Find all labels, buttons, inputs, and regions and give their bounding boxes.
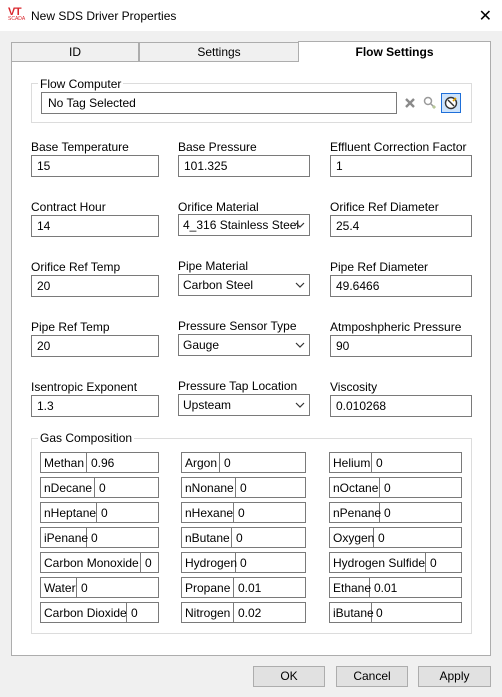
gas-composition-label: Gas Composition [40, 431, 133, 445]
base-temperature-label: Base Temperature [31, 140, 129, 154]
gas-ipenane-value[interactable]: 0 [91, 531, 98, 545]
gas-ndecane-cell [40, 477, 159, 498]
gas-oxygen-value[interactable]: 0 [378, 531, 385, 545]
base-temperature-field[interactable]: 15 [31, 155, 159, 177]
orifice-material-label: Orifice Material [178, 200, 259, 214]
orifice-material-select[interactable] [178, 214, 310, 236]
tab-flow-settings[interactable]: Flow Settings [298, 41, 491, 62]
gas-carbon-dioxide-label: Carbon Dioxide [41, 603, 127, 622]
tab-id[interactable]: ID [11, 42, 139, 62]
gas-helium-label: Helium [330, 453, 372, 472]
ok-button[interactable]: OK [253, 666, 325, 687]
pipe-material-label: Pipe Material [178, 259, 249, 273]
gas-hydrogen-sulfide-label: Hydrogen Sulfide [330, 553, 426, 572]
isentropic-exponent-label: Isentropic Exponent [31, 380, 138, 394]
gas-oxygen-label: Oxygen [330, 528, 374, 547]
gas-carbon-monoxide-value[interactable]: 0 [145, 556, 152, 570]
effluent-correction-factor-label: Effluent Correction Factor [330, 140, 467, 154]
gas-propane-cell [181, 577, 306, 598]
gas-nitrogen-cell [181, 602, 306, 623]
pressure-tap-location-value: Upsteam [183, 398, 232, 412]
gas-oxygen-cell [329, 527, 462, 548]
pipe-ref-temp-field[interactable]: 20 [31, 335, 159, 357]
chevron-down-icon [295, 340, 305, 350]
gas-npenane-value[interactable]: 0 [384, 506, 391, 520]
title-bar [0, 0, 502, 31]
logo-text: VT [8, 6, 22, 18]
gas-argon-cell [181, 452, 306, 473]
pressure-sensor-type-label: Pressure Sensor Type [178, 319, 297, 333]
apply-button[interactable]: Apply [418, 666, 491, 687]
gas-ibutane-label: iButane [330, 603, 372, 622]
pressure-sensor-type-value: Gauge [183, 338, 220, 352]
chevron-down-icon [295, 400, 305, 410]
contract-hour-label: Contract Hour [31, 200, 106, 214]
gas-water-cell [40, 577, 159, 598]
gas-propane-value[interactable]: 0.01 [238, 581, 262, 595]
gas-npenane-label: nPenane [330, 503, 380, 522]
gas-nnonane-cell [181, 477, 306, 498]
pipe-ref-diameter-label: Pipe Ref Diameter [330, 260, 429, 274]
window-title: New SDS Driver Properties [31, 9, 177, 23]
gas-methan-value[interactable]: 0.96 [91, 456, 115, 470]
atmospheric-pressure-field[interactable]: 90 [330, 335, 472, 357]
gas-nitrogen-label: Nitrogen [182, 603, 234, 622]
chevron-down-icon [295, 220, 305, 230]
gas-nbutane-cell [181, 527, 306, 548]
gas-noctane-cell [329, 477, 462, 498]
gas-npenane-cell [329, 502, 462, 523]
gas-nheptane-cell [40, 502, 159, 523]
pressure-tap-location-label: Pressure Tap Location [178, 379, 298, 393]
gas-carbon-dioxide-cell [40, 602, 159, 623]
flow-computer-tag-field[interactable]: No Tag Selected [41, 92, 397, 114]
cancel-button[interactable]: Cancel [336, 666, 408, 687]
contract-hour-field[interactable]: 14 [31, 215, 159, 237]
base-pressure-label: Base Pressure [178, 140, 257, 154]
gas-ethane-value[interactable]: 0.01 [374, 581, 398, 595]
gas-argon-value[interactable]: 0 [224, 456, 231, 470]
gas-hydrogen-cell [181, 552, 306, 573]
pipe-ref-temp-label: Pipe Ref Temp [31, 320, 110, 334]
gas-nbutane-value[interactable]: 0 [236, 531, 243, 545]
tab-strip [11, 42, 491, 62]
gas-ipenane-label: iPenane [41, 528, 87, 547]
gas-methan-cell [40, 452, 159, 473]
gas-carbon-dioxide-value[interactable]: 0 [131, 606, 138, 620]
orifice-ref-diameter-field[interactable]: 25.4 [330, 215, 472, 237]
gas-ndecane-label: nDecane [41, 478, 95, 497]
gas-carbon-monoxide-cell [40, 552, 159, 573]
gas-nhexane-label: nHexane [182, 503, 234, 522]
orifice-ref-diameter-label: Orifice Ref Diameter [330, 200, 439, 214]
select-tag-icon[interactable] [441, 93, 461, 113]
gas-nhexane-cell [181, 502, 306, 523]
pressure-sensor-type-select[interactable] [178, 334, 310, 356]
clear-icon[interactable] [400, 93, 420, 113]
gas-nbutane-label: nButane [182, 528, 232, 547]
gas-nheptane-label: nHeptane [41, 503, 97, 522]
tag-browse-icon[interactable] [420, 93, 440, 113]
gas-carbon-monoxide-label: Carbon Monoxide [41, 553, 141, 572]
gas-ethane-label: Ethane [330, 578, 370, 597]
gas-helium-value[interactable]: 0 [376, 456, 383, 470]
gas-ethane-cell [329, 577, 462, 598]
chevron-down-icon [295, 280, 305, 290]
gas-noctane-value[interactable]: 0 [384, 481, 391, 495]
pipe-ref-diameter-field[interactable]: 49.6466 [330, 275, 472, 297]
logo-subtext: SCADA [8, 16, 26, 22]
viscosity-field[interactable]: 0.010268 [330, 395, 472, 417]
orifice-material-value: 4_316 Stainless Steel [183, 218, 300, 232]
gas-hydrogen-sulfide-value[interactable]: 0 [430, 556, 437, 570]
effluent-correction-factor-field[interactable]: 1 [330, 155, 472, 177]
gas-water-value[interactable]: 0 [81, 581, 88, 595]
atmospheric-pressure-label: Atmposhpheric Pressure [330, 320, 462, 334]
gas-nnonane-label: nNonane [182, 478, 236, 497]
viscosity-label: Viscosity [330, 380, 378, 394]
close-icon[interactable]: ✕ [478, 8, 492, 25]
gas-hydrogen-sulfide-cell [329, 552, 462, 573]
tab-settings[interactable]: Settings [139, 42, 299, 62]
gas-argon-label: Argon [182, 453, 220, 472]
gas-nheptane-value[interactable]: 0 [101, 506, 108, 520]
gas-ibutane-cell [329, 602, 462, 623]
app-logo-icon [8, 7, 26, 24]
gas-hydrogen-label: Hydrogen [182, 553, 236, 572]
gas-nitrogen-value[interactable]: 0.02 [238, 606, 262, 620]
gas-nnonane-value[interactable]: 0 [240, 481, 247, 495]
gas-nhexane-value[interactable]: 0 [238, 506, 245, 520]
gas-ipenane-cell [40, 527, 159, 548]
gas-water-label: Water [41, 578, 77, 597]
pressure-tap-location-select[interactable] [178, 394, 310, 416]
pipe-material-select[interactable] [178, 274, 310, 296]
isentropic-exponent-field[interactable]: 1.3 [31, 395, 159, 417]
flow-computer-label: Flow Computer [40, 77, 122, 91]
base-pressure-field[interactable]: 101.325 [178, 155, 310, 177]
gas-methan-label: Methan [41, 453, 87, 472]
gas-ibutane-value[interactable]: 0 [376, 606, 383, 620]
gas-noctane-label: nOctane [330, 478, 380, 497]
gas-ndecane-value[interactable]: 0 [99, 481, 106, 495]
pipe-material-value: Carbon Steel [183, 278, 254, 292]
orifice-ref-temp-label: Orifice Ref Temp [31, 260, 121, 274]
orifice-ref-temp-field[interactable]: 20 [31, 275, 159, 297]
gas-propane-label: Propane [182, 578, 234, 597]
gas-hydrogen-value[interactable]: 0 [240, 556, 247, 570]
gas-helium-cell [329, 452, 462, 473]
